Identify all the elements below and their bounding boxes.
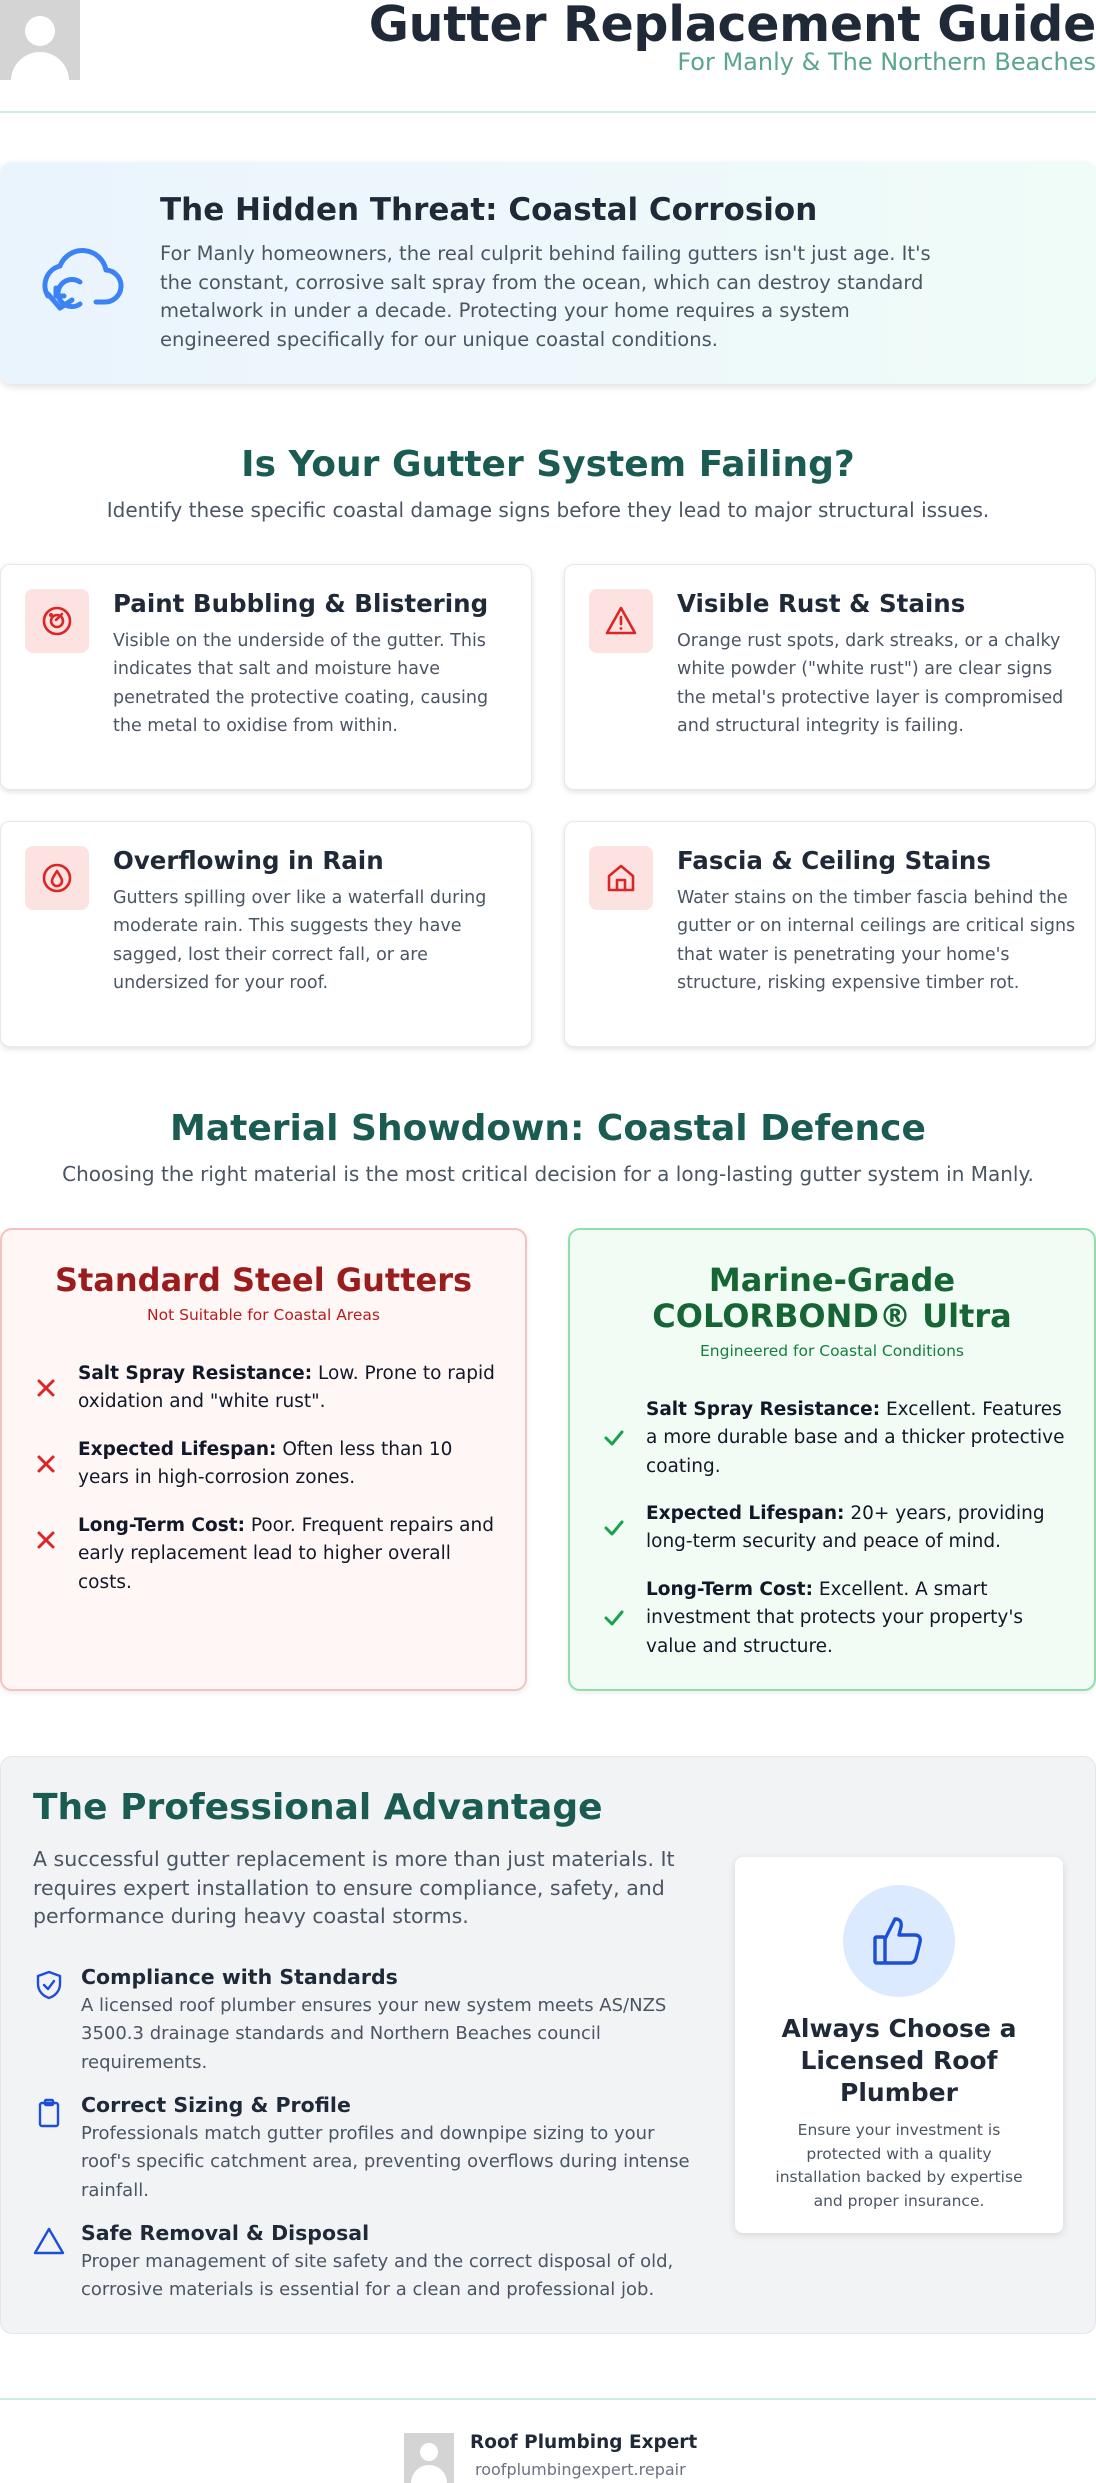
sign-card-text: Visible on the underside of the gutter. This indicates that salt and moisture have penetrated the protective coating, causing the metal to oxidise from within. bbox=[113, 631, 489, 736]
licensed-plumber-title: Always Choose a Licensed Roof Plumber bbox=[781, 2014, 1017, 2107]
comparison-row-text: Long-Term Cost: Poor. Frequent repairs and early replacement lead to higher overall costs. bbox=[78, 1515, 494, 1593]
shield-check-icon bbox=[33, 1969, 65, 2001]
thumbs-up-badge bbox=[843, 1885, 955, 1997]
feature-title: Compliance with Standards bbox=[81, 1965, 398, 1989]
hero-title: The Hidden Threat: Coastal Corrosion bbox=[160, 192, 818, 228]
page-header bbox=[0, 0, 1096, 113]
standard-steel-tag: Not Suitable for Coastal Areas bbox=[147, 1306, 380, 1324]
brand-url-link[interactable]: roofplumbingexpert.repair bbox=[475, 2460, 686, 2479]
feature-title: Safe Removal & Disposal bbox=[81, 2221, 370, 2245]
thumbs-up-icon bbox=[869, 1911, 929, 1971]
signs-section-subtitle: Identify these specific coastal damage signs before they lead to major structural issues. bbox=[106, 498, 990, 522]
comparison-row-text: Long-Term Cost: Excellent. A smart investment that protects your property's value and structure. bbox=[646, 1579, 1024, 1657]
page-title: Gutter Replacement Guide bbox=[368, 0, 1096, 53]
sign-card-text: Orange rust spots, dark streaks, or a chalky white powder ("white rust") are clear signs the metal's protective layer is compromised and structural integrity is failing. bbox=[677, 631, 1064, 736]
cross-icon bbox=[34, 1452, 58, 1476]
sign-card-title: Overflowing in Rain bbox=[113, 846, 384, 875]
brand-logo bbox=[404, 2433, 454, 2483]
cross-icon bbox=[34, 1376, 58, 1400]
brand-name: Roof Plumbing Expert bbox=[470, 2432, 698, 2453]
hero-text: For Manly homeowners, the real culprit behind failing gutters isn't just age. It's the constant, corrosive salt spray from the ocean, which can destroy standard metalwork in under a decade. Protecting your home requires a system engineered specifically for our unique coastal conditions. bbox=[160, 242, 931, 351]
sign-card-title: Fascia & Ceiling Stains bbox=[677, 846, 991, 875]
hidden-threat-banner bbox=[0, 162, 1096, 384]
sign-card-visible-rust bbox=[564, 564, 1096, 790]
sign-card-paint-bubbling bbox=[0, 564, 532, 790]
feature-text: Proper management of site safety and the correct disposal of old, corrosive materials is essential for a clean and professional job. bbox=[81, 2251, 674, 2301]
colorbond-ultra-title: Marine-Grade COLORBOND® Ultra bbox=[652, 1261, 1012, 1335]
triangle-icon bbox=[33, 2225, 65, 2257]
licensed-plumber-text: Ensure your investment is protected with a quality installation backed by expertise and proper insurance. bbox=[775, 2121, 1023, 2210]
signs-section-title: Is Your Gutter System Failing? bbox=[241, 444, 855, 485]
materials-section-subtitle: Choosing the right material is the most critical decision for a long-lasting gutter system in Manly. bbox=[62, 1162, 1034, 1186]
comparison-row-text: Salt Spray Resistance: Excellent. Features a more durable base and a thicker protective coating. bbox=[646, 1399, 1065, 1477]
feature-title: Correct Sizing & Profile bbox=[81, 2093, 351, 2117]
water-drop-icon bbox=[41, 862, 73, 894]
standard-steel-title: Standard Steel Gutters bbox=[54, 1261, 473, 1299]
paint-bubble-icon bbox=[41, 605, 73, 637]
cloud-refresh-icon bbox=[34, 232, 126, 324]
colorbond-ultra-tag: Engineered for Coastal Conditions bbox=[700, 1342, 964, 1360]
licensed-plumber-card bbox=[735, 1857, 1063, 2233]
page-footer bbox=[0, 2398, 1096, 2483]
sign-card-title: Paint Bubbling & Blistering bbox=[113, 589, 489, 618]
feature-text: Professionals match gutter profiles and downpipe sizing to your roof's specific catchment area, preventing overflows during intense rainfall. bbox=[81, 2123, 690, 2201]
sign-card-overflowing bbox=[0, 821, 532, 1047]
avatar bbox=[0, 0, 80, 80]
check-icon bbox=[602, 1606, 626, 1630]
sign-card-text: Water stains on the timber fascia behind the gutter or on internal ceilings are critical signs that water is penetrating your home's structure, risking expensive timber rot. bbox=[677, 888, 1076, 993]
check-icon bbox=[602, 1516, 626, 1540]
materials-section-title: Material Showdown: Coastal Defence bbox=[170, 1108, 926, 1149]
check-icon bbox=[602, 1426, 626, 1450]
comparison-row-text: Expected Lifespan: 20+ years, providing long-term security and peace of mind. bbox=[646, 1503, 1045, 1553]
sign-card-text: Gutters spilling over like a waterfall during moderate rain. This suggests they have sagged, lost their correct fall, or are undersized for your roof. bbox=[113, 888, 487, 993]
page-subtitle: For Manly & The Northern Beaches bbox=[677, 48, 1096, 76]
clipboard-icon bbox=[33, 2097, 65, 2129]
standard-steel-card bbox=[0, 1228, 527, 1691]
warning-triangle-icon bbox=[605, 605, 637, 637]
feature-text: A licensed roof plumber ensures your new system meets AS/NZS 3500.3 drainage standards and Northern Beaches council requirements. bbox=[81, 1995, 667, 2073]
cross-icon bbox=[34, 1528, 58, 1552]
colorbond-ultra-card bbox=[568, 1228, 1096, 1691]
comparison-row-text: Expected Lifespan: Often less than 10 years in high-corrosion zones. bbox=[78, 1439, 453, 1489]
sign-card-title: Visible Rust & Stains bbox=[677, 589, 966, 618]
sign-card-fascia-stains bbox=[564, 821, 1096, 1047]
professional-title: The Professional Advantage bbox=[33, 1787, 603, 1828]
comparison-row-text: Salt Spray Resistance: Low. Prone to rapid oxidation and "white rust". bbox=[78, 1363, 495, 1413]
house-icon bbox=[605, 862, 637, 894]
professional-lead: A successful gutter replacement is more than just materials. It requires expert installation to ensure compliance, safety, and performance during heavy coastal storms. bbox=[33, 1847, 675, 1928]
professional-advantage-section bbox=[0, 1756, 1096, 2334]
